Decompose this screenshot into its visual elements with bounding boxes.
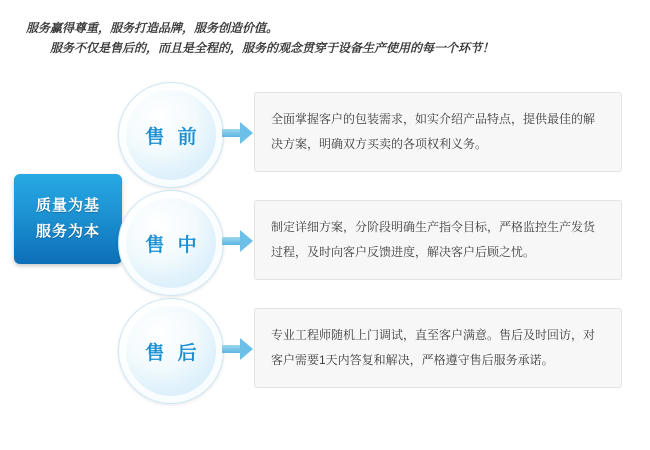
stage-circle-in-sale — [118, 190, 224, 296]
intro-paragraph — [26, 18, 626, 58]
stage-description-card: 制定详细方案，分阶段明确生产指令目标，严格监控生产发货过程，及时向客户反馈进度，解决客户后顾之忧。 — [254, 200, 622, 280]
master-badge-line-2: 服务为本 — [35, 223, 100, 240]
arrow-shaft — [222, 345, 242, 353]
intro-line-2: 服务不仅是售后的，而且是全程的，服务的观念贯穿于设备生产使用的每一个环节！ — [50, 41, 495, 55]
arrow-head — [240, 230, 253, 252]
service-stage-row — [118, 294, 638, 406]
arrow-head — [240, 338, 253, 360]
arrow-head — [240, 122, 253, 144]
intro-line-1: 服务赢得尊重，服务打造品牌，服务创造价值。 — [26, 21, 279, 35]
stage-circle-label: 售 前 — [145, 126, 201, 148]
stage-circle-pre-sale — [118, 82, 224, 188]
arrow-right-icon — [222, 230, 252, 252]
service-stage-row — [118, 186, 638, 298]
arrow-right-icon — [222, 122, 252, 144]
master-badge — [14, 174, 122, 264]
service-stage-row — [118, 78, 638, 190]
stage-circle-label: 售 中 — [145, 234, 201, 256]
stage-circle-label: 售 后 — [145, 342, 201, 364]
master-badge-line-1: 质量为基 — [35, 197, 100, 214]
stage-description-card: 专业工程师随机上门调试，直至客户满意。售后及时回访，对客户需要1天内答复和解决，严格遵守售后服务承诺。 — [254, 308, 622, 388]
stage-circle-after-sale — [118, 298, 224, 404]
stage-description-card: 全面掌握客户的包装需求，如实介绍产品特点，提供最佳的解决方案，明确双方买卖的各项权利义务。 — [254, 92, 622, 172]
arrow-right-icon — [222, 338, 252, 360]
arrow-shaft — [222, 237, 242, 245]
arrow-shaft — [222, 129, 242, 137]
